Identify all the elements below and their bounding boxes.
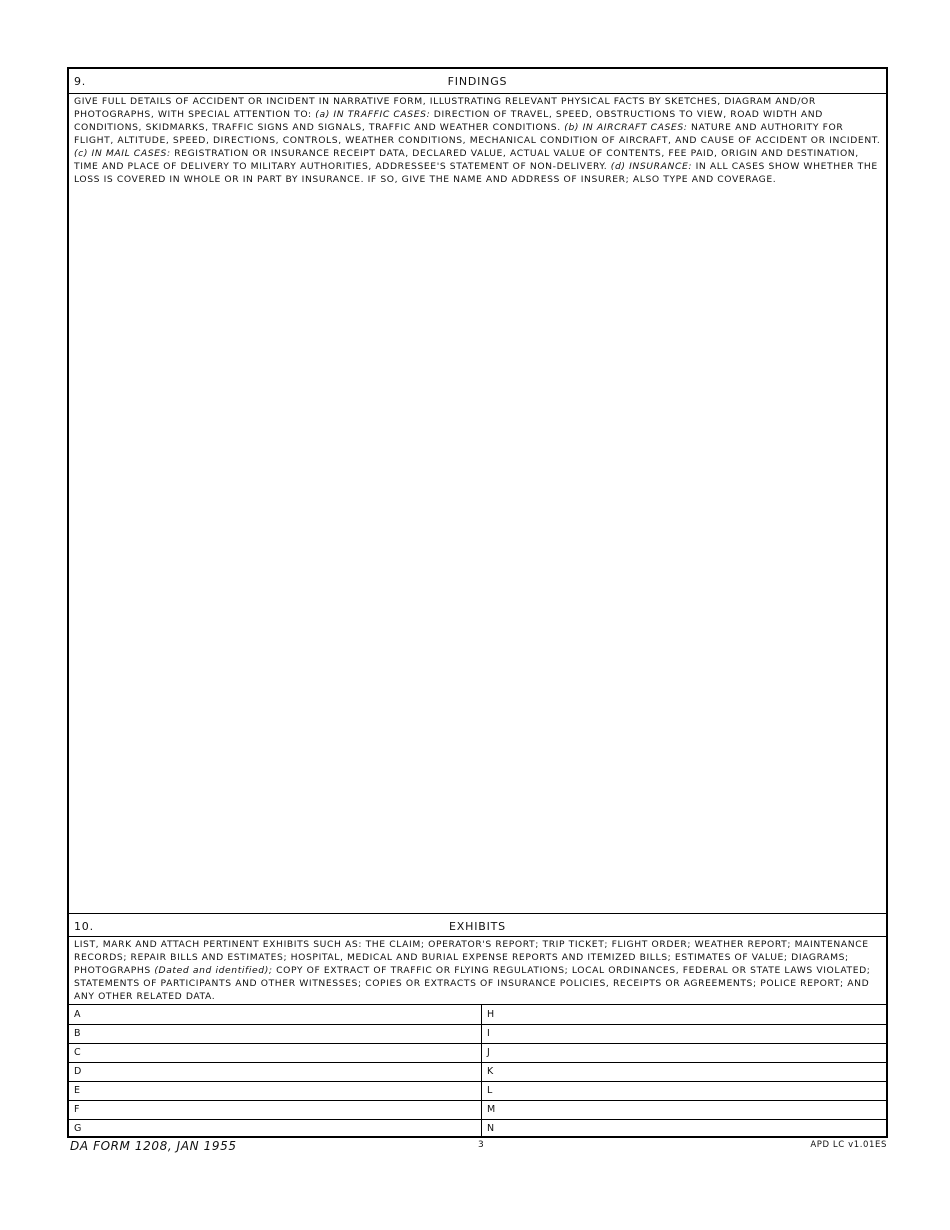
exhibit-row: [69, 1100, 886, 1120]
form-page: [67, 67, 888, 1138]
exhibit-label: D: [74, 1066, 82, 1077]
exhibits-list: [69, 1004, 886, 1139]
exhibit-field-m[interactable]: [482, 1100, 886, 1119]
exhibit-field-b[interactable]: [69, 1024, 482, 1043]
form-version: APD LC v1.01ES: [810, 1140, 887, 1150]
exhibits-number: 10.: [74, 920, 94, 933]
exhibit-field-e[interactable]: [69, 1081, 482, 1100]
exhibit-row: [69, 1119, 886, 1138]
findings-instr-insurance: IN ALL CASES SHOW WHETHER THE LOSS IS COVERED IN WHOLE OR IN PART BY INSURANCE. IF SO, GIVE THE NAME AND ADDRESS OF INSURER; ALSO TYPE AND COVERAGE.: [74, 161, 878, 185]
form-id: DA FORM 1208, JAN 1955: [70, 1139, 237, 1153]
exhibits-instr-part2: COPY OF EXTRACT OF TRAFFIC OR FLYING REGULATIONS; LOCAL ORDINANCES, FEDERAL OR STATE LAWS VIOLATED; STATEMENTS OF PARTICIPANTS AND OTHER WITNESSES; COPIES OR EXTRACTS OF INSURANCE POLICIES, RECEIPTS OR AGREEMENTS; POLICE REPORT; AND ANY OTHER RELATED DATA.: [74, 965, 871, 1002]
exhibit-field-k[interactable]: [482, 1062, 886, 1081]
exhibit-label: J: [487, 1047, 490, 1058]
exhibit-field-f[interactable]: [69, 1100, 482, 1119]
exhibit-label: F: [74, 1104, 80, 1115]
exhibit-field-h[interactable]: [482, 1005, 886, 1024]
exhibit-label: K: [487, 1066, 494, 1077]
exhibit-field-j[interactable]: [482, 1043, 886, 1062]
exhibits-header: [69, 914, 886, 937]
findings-instr-traffic: DIRECTION OF TRAVEL, SPEED, OBSTRUCTIONS TO VIEW, ROAD WIDTH AND CONDITIONS, SKIDMARKS, TRAFFIC SIGNS AND SIGNALS, TRAFFIC AND WEATHER CONDITIONS.: [74, 109, 823, 133]
findings-header: [69, 69, 886, 94]
exhibit-label: M: [487, 1104, 496, 1115]
findings-instr-insurance-label: (d) INSURANCE:: [610, 161, 693, 172]
exhibit-row: [69, 1024, 886, 1044]
exhibit-field-d[interactable]: [69, 1062, 482, 1081]
exhibit-row: [69, 1081, 886, 1101]
exhibit-label: H: [487, 1009, 495, 1020]
findings-instr-mail: REGISTRATION OR INSURANCE RECEIPT DATA, DECLARED VALUE, ACTUAL VALUE OF CONTENTS, FEE PAID, ORIGIN AND DESTINATION, TIME AND PLACE OF DELIVERY TO MILITARY AUTHORITIES, ADDRESSEE'S STATEMENT OF NON-DELIVERY.: [74, 148, 859, 172]
findings-instr-mail-label: (c) IN MAIL CASES:: [74, 148, 171, 159]
page-number: 3: [478, 1140, 484, 1150]
exhibit-field-g[interactable]: [69, 1119, 482, 1138]
findings-instr-aircraft-label: (b) IN AIRCRAFT CASES:: [564, 122, 688, 133]
exhibit-label: G: [74, 1123, 82, 1134]
exhibit-label: I: [487, 1028, 490, 1039]
exhibit-label: C: [74, 1047, 81, 1058]
exhibit-label: L: [487, 1085, 493, 1096]
exhibit-label: N: [487, 1123, 495, 1134]
findings-narrative-field[interactable]: [69, 197, 886, 913]
exhibit-row: [69, 1005, 886, 1025]
exhibit-label: A: [74, 1009, 81, 1020]
exhibit-field-a[interactable]: [69, 1005, 482, 1024]
exhibit-field-c[interactable]: [69, 1043, 482, 1062]
exhibits-instructions: [74, 938, 883, 1003]
exhibit-label: E: [74, 1085, 81, 1096]
findings-number: 9.: [74, 75, 87, 88]
exhibit-label: B: [74, 1028, 81, 1039]
exhibit-field-l[interactable]: [482, 1081, 886, 1100]
exhibit-row: [69, 1062, 886, 1082]
findings-instr-traffic-label: (a) IN TRAFFIC CASES:: [315, 109, 431, 120]
exhibits-title: EXHIBITS: [449, 920, 506, 933]
exhibit-field-i[interactable]: [482, 1024, 886, 1043]
exhibit-field-n[interactable]: [482, 1119, 886, 1138]
exhibit-row: [69, 1043, 886, 1063]
findings-instructions: [74, 95, 883, 186]
exhibits-instr-italic: (Dated and identified);: [154, 965, 273, 976]
findings-instr-aircraft: NATURE AND AUTHORITY FOR FLIGHT, ALTITUDE, SPEED, DIRECTIONS, CONTROLS, WEATHER CONDITIONS, MECHANICAL CONDITION OF AIRCRAFT, AND CAUSE OF ACCIDENT OR INCIDENT.: [74, 122, 881, 146]
findings-title: FINDINGS: [447, 75, 508, 88]
findings-instr-intro: GIVE FULL DETAILS OF ACCIDENT OR INCIDENT IN NARRATIVE FORM, ILLUSTRATING RELEVANT PHYSICAL FACTS BY SKETCHES, DIAGRAM AND/OR PHOTOGRAPHS, WITH SPECIAL ATTENTION TO:: [74, 96, 816, 120]
exhibits-instr-part1: LIST, MARK AND ATTACH PERTINENT EXHIBITS SUCH AS: THE CLAIM; OPERATOR'S REPORT; TRIP TICKET; FLIGHT ORDER; WEATHER REPORT; MAINTENANCE RECORDS; REPAIR BILLS AND ESTIMATES; HOSPITAL, MEDICAL AND BURIAL EXPENSE REPORTS AND ITEMIZED BILLS; ESTIMATES OF VALUE; DIAGRAMS; PHOTOGRAPHS: [74, 939, 869, 976]
